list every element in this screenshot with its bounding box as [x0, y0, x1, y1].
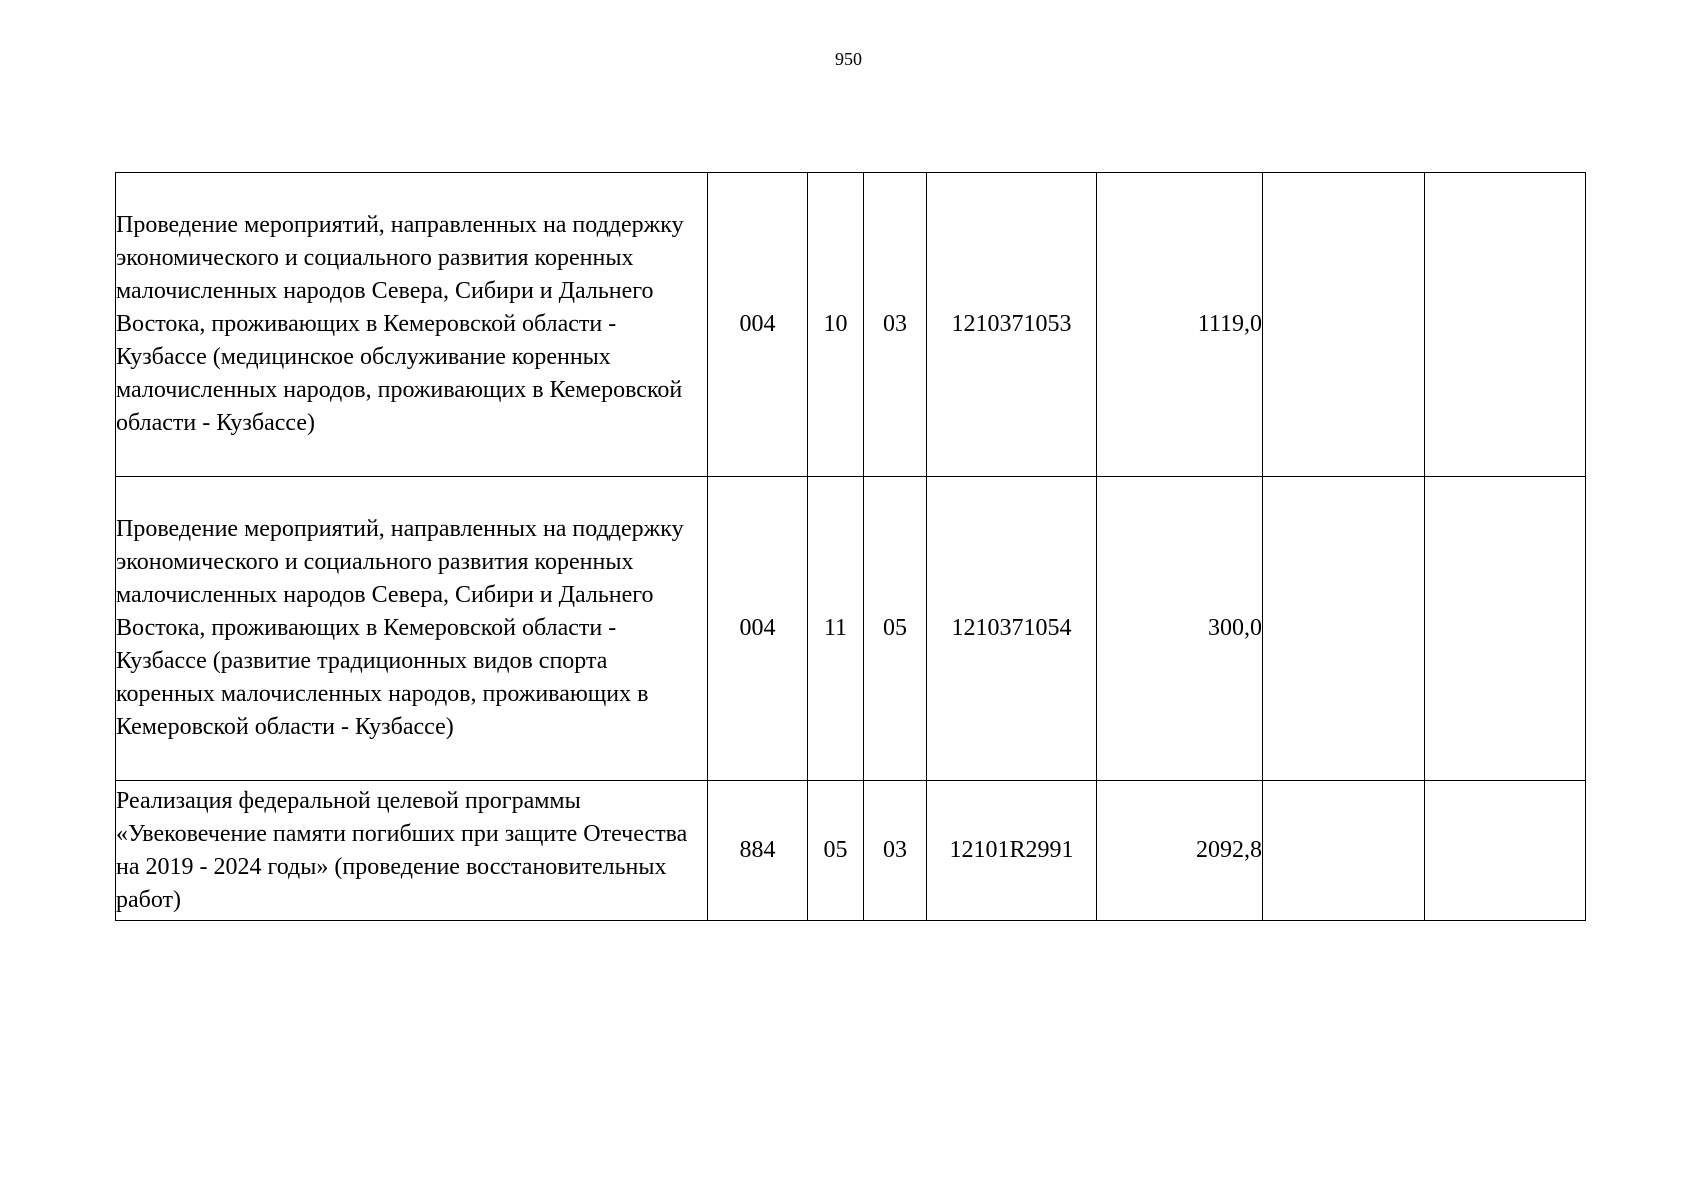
table-row [116, 781, 1586, 921]
subsection-code: 03 [864, 781, 927, 921]
ministry-code: 884 [708, 781, 808, 921]
ministry-code: 004 [708, 173, 808, 477]
empty-cell [1263, 781, 1425, 921]
empty-cell [1425, 781, 1586, 921]
amount-cell: 1119,0 [1097, 173, 1263, 477]
row-description: Реализация федеральной целевой программы «Увековечение памяти погибших при защите Отечества на 2019 - 2024 годы» (проведение восстановительных работ) [116, 781, 708, 921]
ministry-code: 004 [708, 477, 808, 781]
page-number: 950 [835, 49, 862, 69]
target-article-code: 12101R2991 [927, 781, 1097, 921]
section-code: 10 [808, 173, 864, 477]
section-code: 11 [808, 477, 864, 781]
empty-cell [1425, 173, 1586, 477]
table-row [116, 477, 1586, 781]
empty-cell [1263, 477, 1425, 781]
target-article-code: 1210371054 [927, 477, 1097, 781]
amount-cell: 300,0 [1097, 477, 1263, 781]
table-row [116, 173, 1586, 477]
row-description: Проведение мероприятий, направленных на поддержку экономического и социального развития коренных малочисленных народов Севера, Сибири и Дальнего Востока, проживающих в Кемеровской области - Кузбассе (развитие традиционных видов спорта коренных малочисленных народов, проживающих в Кемеровской области - Кузбассе) [116, 477, 708, 781]
subsection-code: 03 [864, 173, 927, 477]
empty-cell [1425, 477, 1586, 781]
budget-table [115, 172, 1586, 921]
row-description: Проведение мероприятий, направленных на поддержку экономического и социального развития коренных малочисленных народов Севера, Сибири и Дальнего Востока, проживающих в Кемеровской области - Кузбассе (медицинское обслуживание коренных малочисленных народов, проживающих в Кемеровской области - Кузбассе) [116, 173, 708, 477]
subsection-code: 05 [864, 477, 927, 781]
amount-cell: 2092,8 [1097, 781, 1263, 921]
section-code: 05 [808, 781, 864, 921]
target-article-code: 1210371053 [927, 173, 1097, 477]
empty-cell [1263, 173, 1425, 477]
